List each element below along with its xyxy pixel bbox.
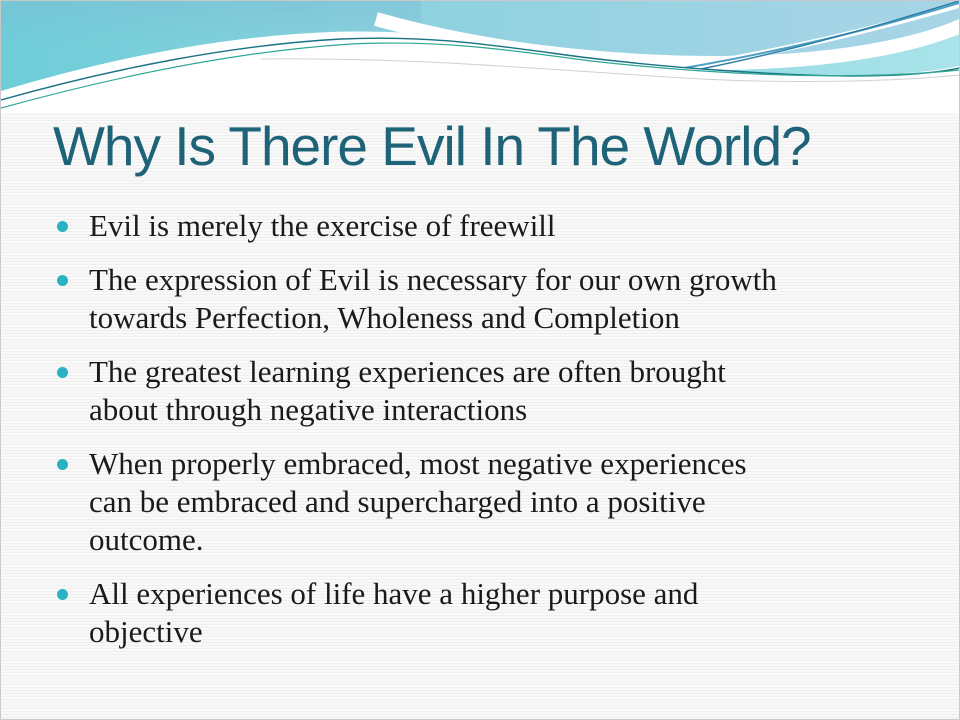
bullet-text — [89, 445, 747, 559]
bullet-text — [89, 207, 556, 245]
bullet-icon — [57, 589, 68, 600]
bullet-text — [89, 261, 777, 337]
header-wave-graphic — [1, 1, 959, 113]
bullet-text-line: objective — [89, 614, 203, 649]
bullet-icon — [57, 367, 68, 378]
bullet-icon — [57, 275, 68, 286]
bullet-text — [89, 575, 698, 651]
bullet-icon — [57, 221, 68, 232]
bullet-text-line: All experiences of life have a higher purpose and — [89, 576, 699, 611]
list-item — [57, 207, 939, 245]
bullet-text-line: Evil is merely the exercise of freewill — [89, 208, 556, 243]
bullet-text-line: about through negative interactions — [89, 392, 528, 427]
bullet-icon — [57, 459, 68, 470]
bullet-text-line: The greatest learning experiences are often brought — [89, 354, 726, 389]
bullet-text-line: outcome. — [89, 522, 204, 557]
bullet-text-line: When properly embraced, most negative experiences — [89, 446, 747, 481]
list-item — [57, 445, 939, 559]
slide-title: Why Is There Evil In The World? — [53, 115, 811, 177]
slide-header — [1, 1, 959, 113]
bullet-text-line: The expression of Evil is necessary for our own growth — [89, 262, 777, 297]
bullet-text-line: can be embraced and supercharged into a positive — [89, 484, 706, 519]
list-item — [57, 353, 939, 429]
bullet-list — [57, 207, 939, 667]
list-item — [57, 261, 939, 337]
bullet-text-line: towards Perfection, Wholeness and Completion — [89, 300, 680, 335]
list-item — [57, 575, 939, 651]
bullet-text — [89, 353, 726, 429]
